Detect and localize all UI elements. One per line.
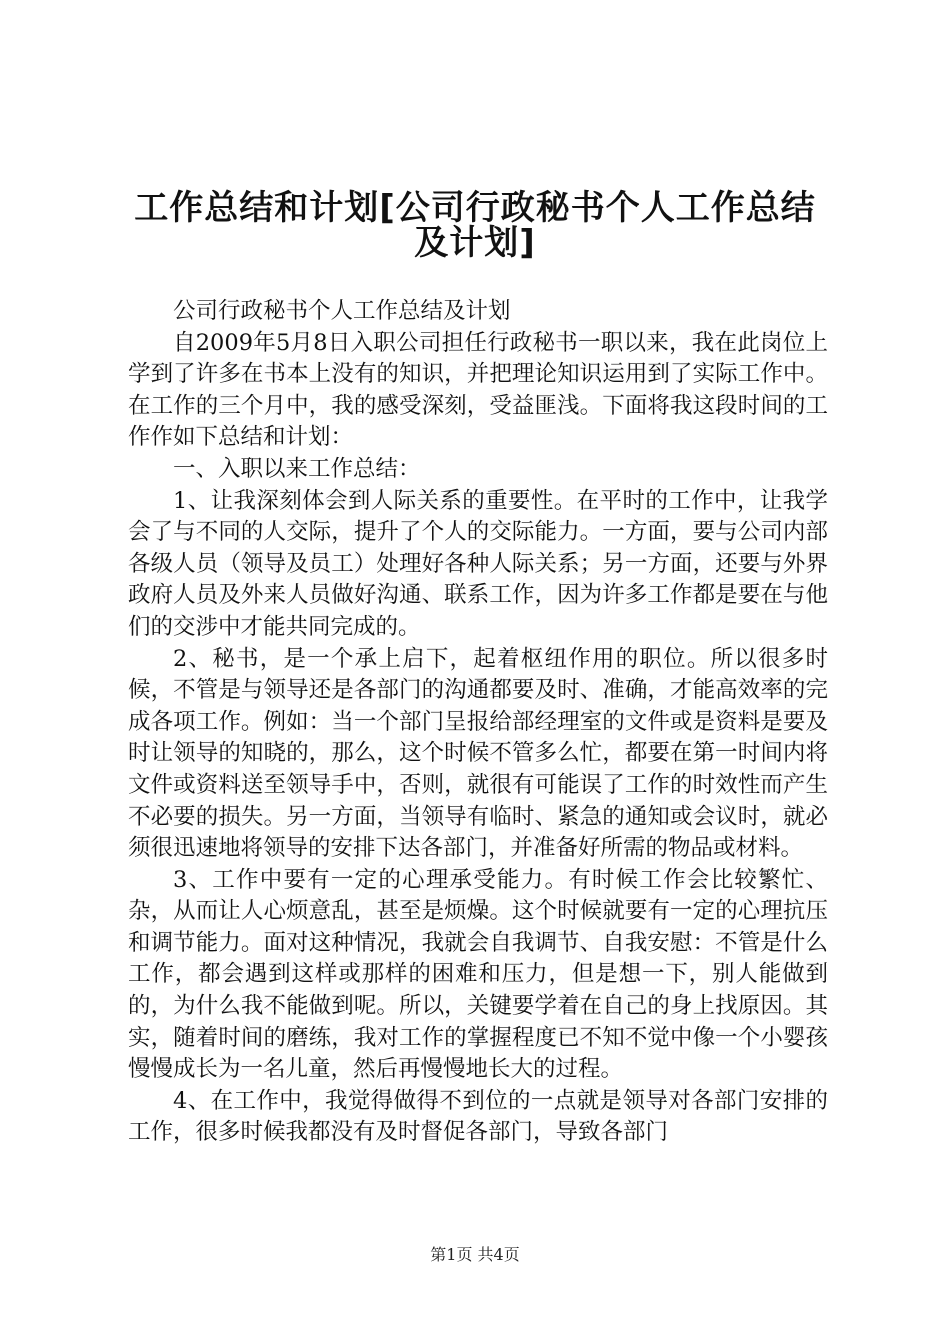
body-paragraph-subtitle: 公司行政秘书个人工作总结及计划 — [173, 298, 511, 324]
body-paragraph-section-heading: 一、入职以来工作总结： — [173, 455, 421, 482]
document-body — [128, 296, 828, 1149]
page-number-footer: 第1页 共4页 — [430, 1245, 520, 1264]
body-paragraph: 4、在工作中，我觉得做得不到位的一点就是领导对各部门安排的工作，很多时候我都没有及时督促各部门，导致各部门 — [128, 1087, 828, 1146]
body-paragraph: 1、让我深刻体会到人际关系的重要性。在平时的工作中，让我学会了与不同的人交际，提升了个人的交际能力。一方面，要与公司内部各级人员（领导及员工）处理好各种人际关系；另一方面，还要与外界政府人员及外来人员做好沟通、联系工作，因为许多工作都是要在与他们的交涉中才能共同完成的。 — [128, 487, 828, 640]
document-title-line-2: 及计划] — [414, 223, 536, 263]
body-paragraph: 自2009年5月8日入职公司担任行政秘书一职以来，我在此岗位上学到了许多在书本上没有的知识，并把理论知识运用到了实际工作中。在工作的三个月中，我的感受深刻，受益匪浅。下面将我这段时间的工作作如下总结和计划： — [128, 329, 828, 451]
document-title-line-1: 工作总结和计划[公司行政秘书个人工作总结 — [134, 188, 816, 228]
body-paragraph: 2、秘书，是一个承上启下，起着枢纽作用的职位。所以很多时候，不管是与领导还是各部门的沟通都要及时、准确，才能高效率的完成各项工作。例如：当一个部门呈报给部经理室的文件或是资料是要及时让领导的知晓的，那么，这个时候不管多么忙，都要在第一时间内将文件或资料送至领导手中，否则，就很有可能误了工作的时效性而产生不必要的损失。另一方面，当领导有临时、紧急的通知或会议时，就必须很迅速地将领导的安排下达各部门，并准备好所需的物品或材料。 — [128, 645, 828, 862]
body-paragraph: 3、工作中要有一定的心理承受能力。有时候工作会比较繁忙、杂，从而让人心烦意乱，甚至是烦燥。这个时候就要有一定的心理抗压和调节能力。面对这种情况，我就会自我调节、自我安慰：不管是什么工作，都会遇到这样或那样的困难和压力，但是想一下，别人能做到的，为什么我不能做到呢。所以，关键要学着在自己的身上找原因。其实，随着时间的磨练，我对工作的掌握程度已不知不觉中像一个小婴孩慢慢成长为一名儿童，然后再慢慢地长大的过程。 — [128, 866, 828, 1083]
